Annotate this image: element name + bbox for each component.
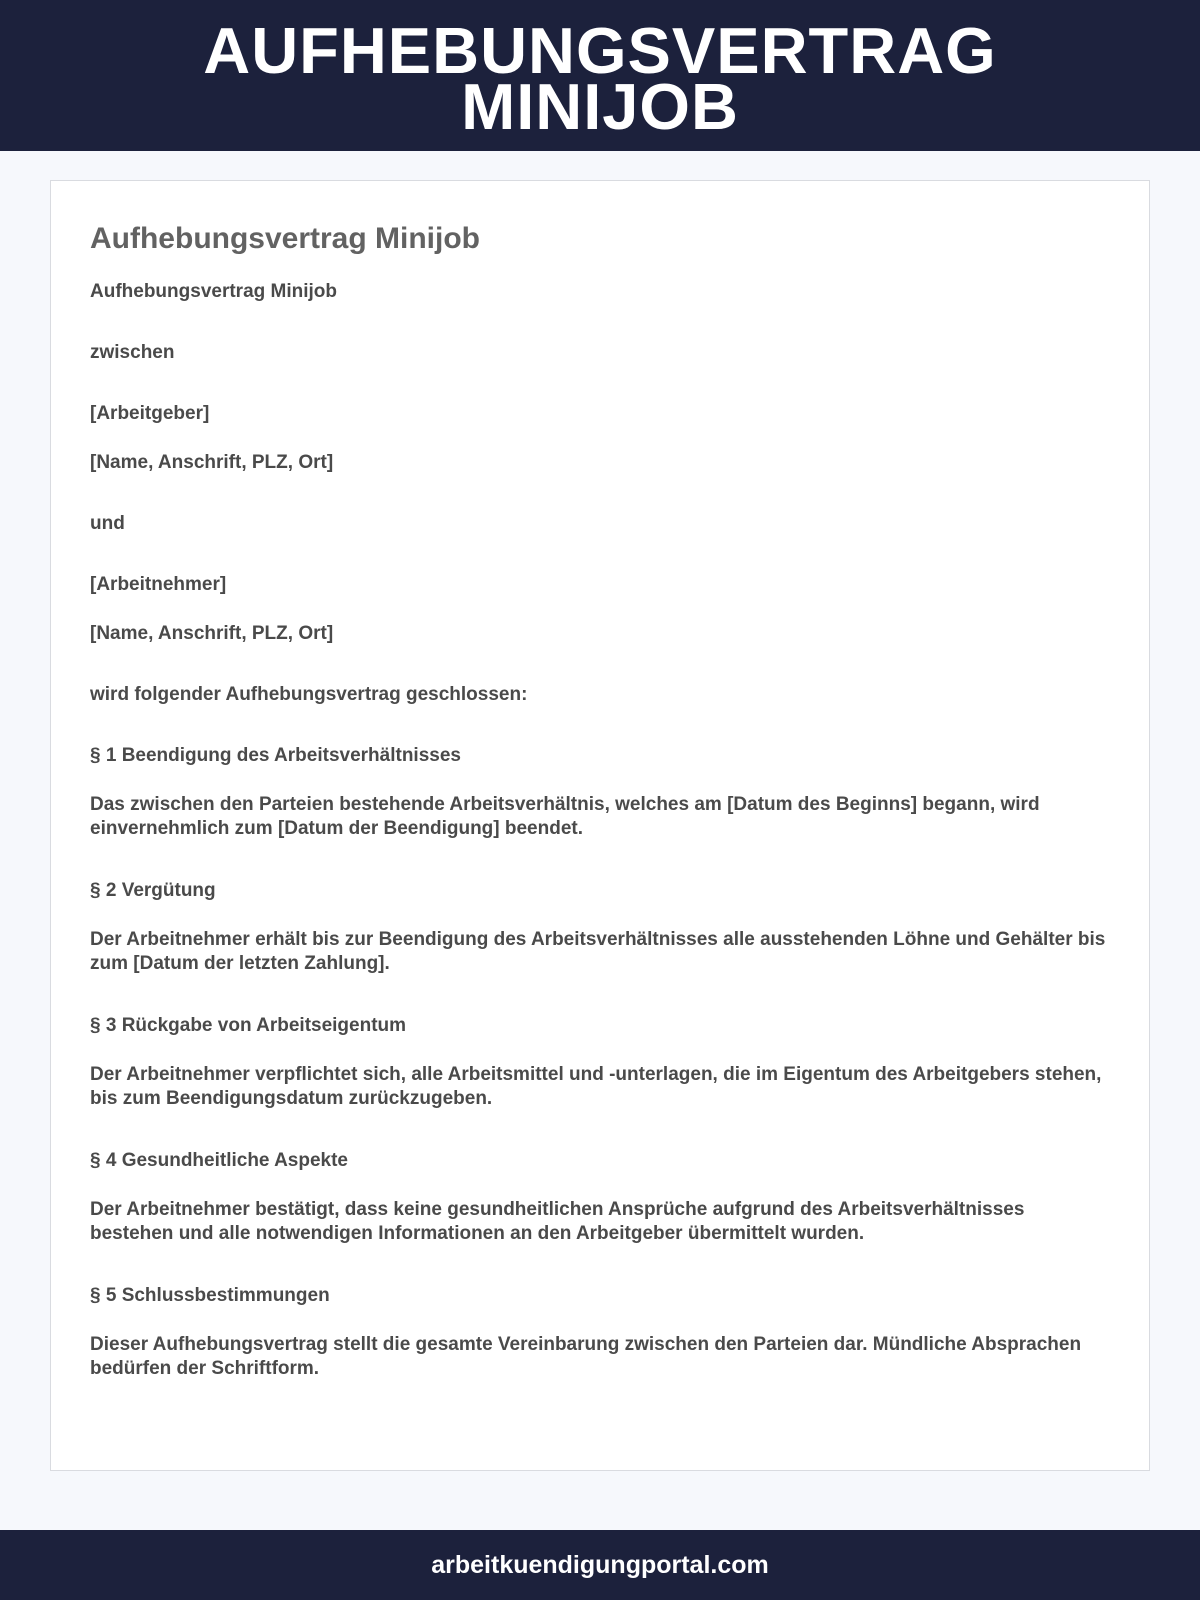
header-banner — [0, 0, 1200, 151]
and-text: und — [90, 513, 125, 534]
intro-text: wird folgender Aufhebungsvertrag geschlossen: — [90, 684, 528, 705]
document-subtitle: Aufhebungsvertrag Minijob — [90, 281, 337, 302]
between-text: zwischen — [90, 342, 175, 363]
banner-title-line-2: MINIJOB — [461, 69, 739, 143]
banner-title-line-1: AUFHEBUNGSVERTRAG — [203, 13, 997, 87]
section-2-title: § 2 Vergütung — [90, 880, 216, 901]
section-3-title: § 3 Rückgabe von Arbeitseigentum — [90, 1015, 407, 1036]
section-5-text: Dieser Aufhebungsvertrag stellt die gesamte Vereinbarung zwischen den Parteien dar. Mündliche Absprachen bedürfen der Schriftform. — [90, 1334, 1082, 1379]
section-5-title: § 5 Schlussbestimmungen — [90, 1285, 330, 1306]
section-2-text: Der Arbeitnehmer erhält bis zur Beendigung des Arbeitsverhältnisses alle ausstehenden Löhne und Gehälter bis zum [Datum der letzten Zahlung]. — [90, 929, 1106, 974]
document-heading: Aufhebungsvertrag Minijob — [90, 222, 480, 255]
employer-address: [Name, Anschrift, PLZ, Ort] — [90, 452, 334, 473]
employee-address: [Name, Anschrift, PLZ, Ort] — [90, 623, 334, 644]
section-1-title: § 1 Beendigung des Arbeitsverhältnisses — [90, 745, 461, 766]
footer-banner — [0, 1530, 1200, 1600]
banner-title — [100, 13, 1100, 143]
section-3-text: Der Arbeitnehmer verpflichtet sich, alle Arbeitsmittel und -unterlagen, die im Eigentum des Arbeitgebers stehen, bis zum Beendigungsdatum zurückzugeben. — [90, 1064, 1102, 1109]
section-4-text: Der Arbeitnehmer bestätigt, dass keine gesundheitlichen Ansprüche aufgrund des Arbeitsverhältnisses bestehen und alle notwendigen Informationen an den Arbeitgeber übermittelt wurden. — [90, 1199, 1025, 1244]
section-4-title: § 4 Gesundheitliche Aspekte — [90, 1150, 348, 1171]
footer-site-link[interactable]: arbeitkuendigungportal.com — [431, 1551, 769, 1579]
employee-label: [Arbeitnehmer] — [90, 574, 227, 595]
employer-label: [Arbeitgeber] — [90, 403, 210, 424]
document-card — [50, 180, 1150, 1471]
section-1-text: Das zwischen den Parteien bestehende Arbeitsverhältnis, welches am [Datum des Beginns] begann, wird einvernehmlich zum [Datum der Beendigung] beendet. — [90, 794, 1040, 839]
